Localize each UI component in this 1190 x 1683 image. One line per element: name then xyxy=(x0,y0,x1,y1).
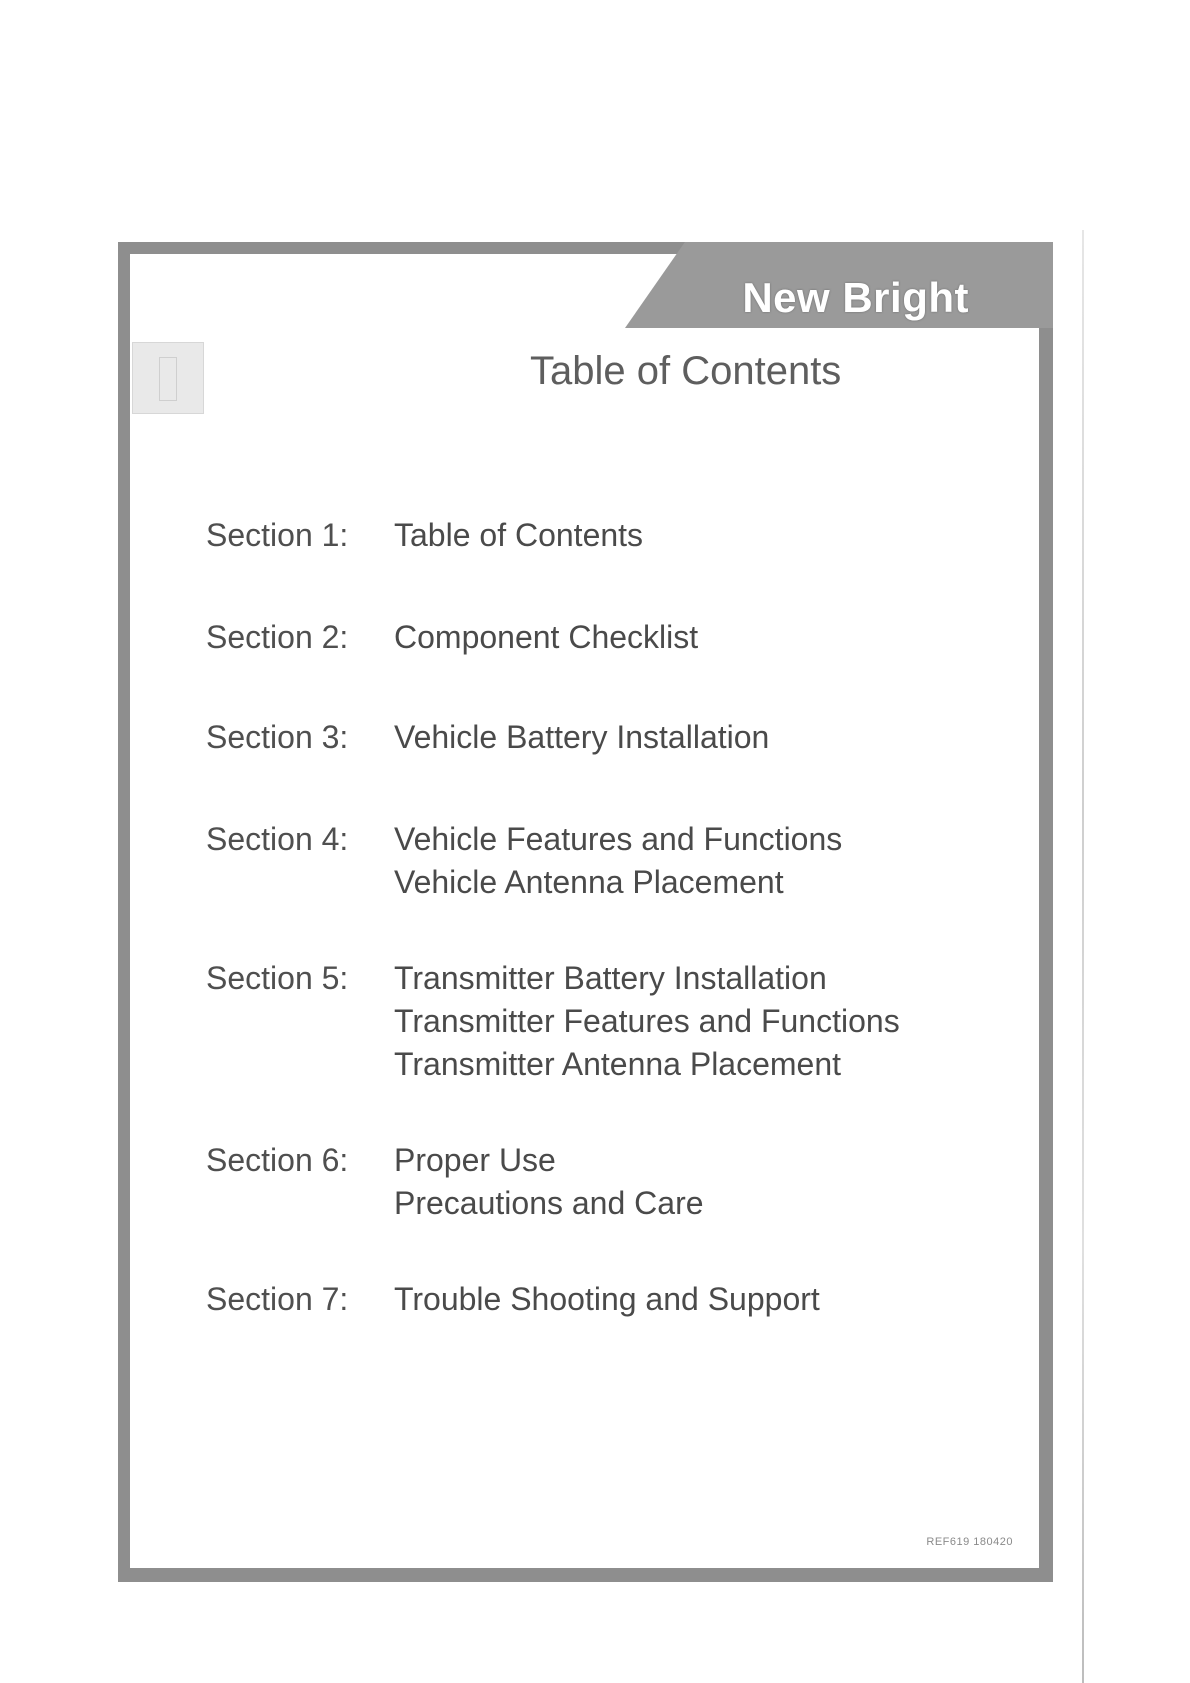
section-item: Precautions and Care xyxy=(394,1185,704,1221)
section-label: Section 4: xyxy=(206,821,349,857)
section-label: Section 5: xyxy=(206,960,349,996)
section-item: Proper Use xyxy=(394,1142,556,1178)
toc-section-5 xyxy=(206,957,1006,1086)
section-item: Transmitter Features and Functions xyxy=(394,1003,900,1039)
toc-section-1 xyxy=(206,514,1006,557)
section-item: Transmitter Antenna Placement xyxy=(394,1046,842,1082)
section-item: Vehicle Features and Functions xyxy=(394,821,843,857)
manual-page-frame xyxy=(118,242,1053,1582)
brand-logo-text: New Bright xyxy=(742,274,969,321)
section-item: Trouble Shooting and Support xyxy=(394,1281,820,1317)
toc-section-7 xyxy=(206,1278,1006,1321)
toc-section-3 xyxy=(206,716,1006,759)
section-items xyxy=(394,957,1006,1086)
section-item: Vehicle Battery Installation xyxy=(394,719,770,755)
toc-section-6 xyxy=(206,1139,1006,1225)
toc-section-2 xyxy=(206,616,1006,659)
section-items xyxy=(394,616,1006,659)
scan-edge xyxy=(1082,230,1084,1683)
page-title: Table of Contents xyxy=(530,349,842,393)
section-items xyxy=(394,1139,1006,1225)
section-items xyxy=(394,1278,1006,1321)
section-items xyxy=(394,716,1006,759)
section-item: Vehicle Antenna Placement xyxy=(394,864,784,900)
section-label: Section 3: xyxy=(206,719,349,755)
toc-section-4 xyxy=(206,818,1006,904)
section-item: Table of Contents xyxy=(394,517,644,553)
section-item: Component Checklist xyxy=(394,619,699,655)
section-label: Section 2: xyxy=(206,619,349,655)
section-item: Transmitter Battery Installation xyxy=(394,960,827,996)
section-label: Section 7: xyxy=(206,1281,349,1317)
section-label: Section 6: xyxy=(206,1142,349,1178)
section-items xyxy=(394,818,1006,904)
binding-mark xyxy=(132,342,204,414)
reference-code: REF619 180420 xyxy=(926,1536,1013,1548)
section-items xyxy=(394,514,1006,557)
section-label: Section 1: xyxy=(206,517,349,553)
